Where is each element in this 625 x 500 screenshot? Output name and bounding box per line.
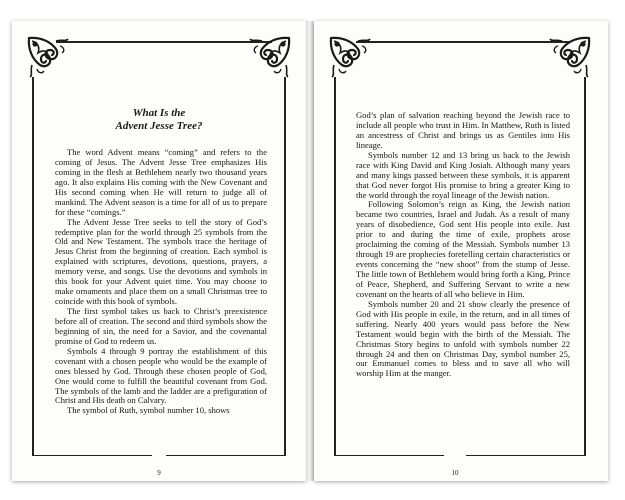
page-number: 9	[157, 469, 161, 477]
corner-ornament-top-right	[548, 35, 592, 79]
frame-left-line	[334, 77, 336, 455]
book-gutter	[306, 21, 314, 481]
frame-left-line	[32, 77, 34, 455]
frame-bottom-line-left	[334, 455, 444, 456]
frame-bottom-line-right	[466, 455, 586, 456]
left-page-body	[55, 148, 267, 416]
paragraph: The Advent Jesse Tree seeks to tell the story of God’s redemptive plan for the world through 25 symbols from the Old and New Testament. The symbols trace the heritage of Jesus Christ from the beginning of creation. Each symbol is explained with scriptures, devotions, questions, prayers, a memory verse, and songs. Use the devotions and symbols in this book for your Advent quiet time. You may choose to make ornaments and place them on a small Christmas tree to coincide with this book of symbols.	[55, 216, 267, 307]
page-title	[12, 107, 306, 133]
paragraph: Symbols number 20 and 21 show clearly the presence of God with His people in exile, in the return, and in all times of suffering. Nearly 400 years would pass before the New Testament would begin with the birth of the Messiah. The Christmas Story begins to unfold with symbols number 22 through 24 and then on Christmas Day, symbol number 25, our Emmanuel comes to bless and to save all who will worship Him at the manger.	[356, 298, 570, 379]
paragraph: Following Solomon’s reign as King, the Jewish nation became two countries, Israel and Judah. As a result of many years of disobedience, God sent His people into exile. Just prior to and during the time of exile, prophets arose proclaiming the coming of the Messiah. Symbols number 13 through 19 are prophecies foretelling certain characteristics or events concerning the “new shoot” from the stump of Jesse. The little town of Bethlehem would bring forth a King, Prince of Peace, Shepherd, and Suffering Servant to write a new covenant on the hearts of all who believe in Him.	[356, 199, 570, 299]
right-page-body	[356, 111, 570, 379]
paragraph: Symbols 4 through 9 portray the establishment of this covenant with a chosen people who would be the example of ones blessed by God. Through these chosen people of God, One would come to fulfill the beautiful covenant from God. The symbols of the lamb and the ladder are a prefiguration of Christ and His death on Calvary.	[55, 345, 267, 406]
frame-right-line	[584, 77, 586, 455]
paragraph: The first symbol takes us back to Christ’s preexistence before all of creation. The second and third symbols show the beginning of sin, the need for a Savior, and the covenantal promise of God to redeem us.	[55, 306, 267, 346]
left-page	[12, 21, 306, 481]
frame-bottom-line-left	[32, 455, 152, 456]
title-line-1: What Is the	[132, 107, 186, 119]
right-page	[314, 21, 608, 481]
frame-bottom-line-right	[166, 455, 286, 456]
corner-ornament-top-left	[328, 35, 372, 79]
page-number: 10	[451, 469, 459, 477]
paragraph: Symbols number 12 and 13 bring us back to the Jewish race with King David and King Josiah. Although many years and many kings passed between these symbols, it is apparent that God never forgot His promise to bring a greater King to the world through the royal lineage of the Jewish nation.	[356, 149, 570, 200]
title-line-2: Advent Jesse Tree?	[115, 120, 203, 132]
paragraph: God’s plan of salvation reaching beyond the Jewish race to include all people who trust in Him. In Matthew, Ruth is listed an ancestress of Christ and brings us as Gentiles into His lineage.	[356, 110, 570, 150]
frame-top-line	[356, 41, 570, 43]
corner-ornament-top-left	[26, 35, 70, 79]
paragraph: The word Advent means “coming” and refers to the coming of Jesus. The Advent Jesse Tree emphasizes His coming in the flesh at Bethlehem nearly two thousand years ago. It also explains His coming with the New Covenant and His second coming when He will return to judge all of mankind. The Advent season is a time for all of us to prepare for these “comings.”	[55, 147, 267, 217]
frame-top-line	[56, 41, 272, 43]
frame-right-line	[284, 77, 286, 455]
paragraph: The symbol of Ruth, symbol number 10, shows	[67, 405, 230, 416]
corner-ornament-top-right	[248, 35, 292, 79]
